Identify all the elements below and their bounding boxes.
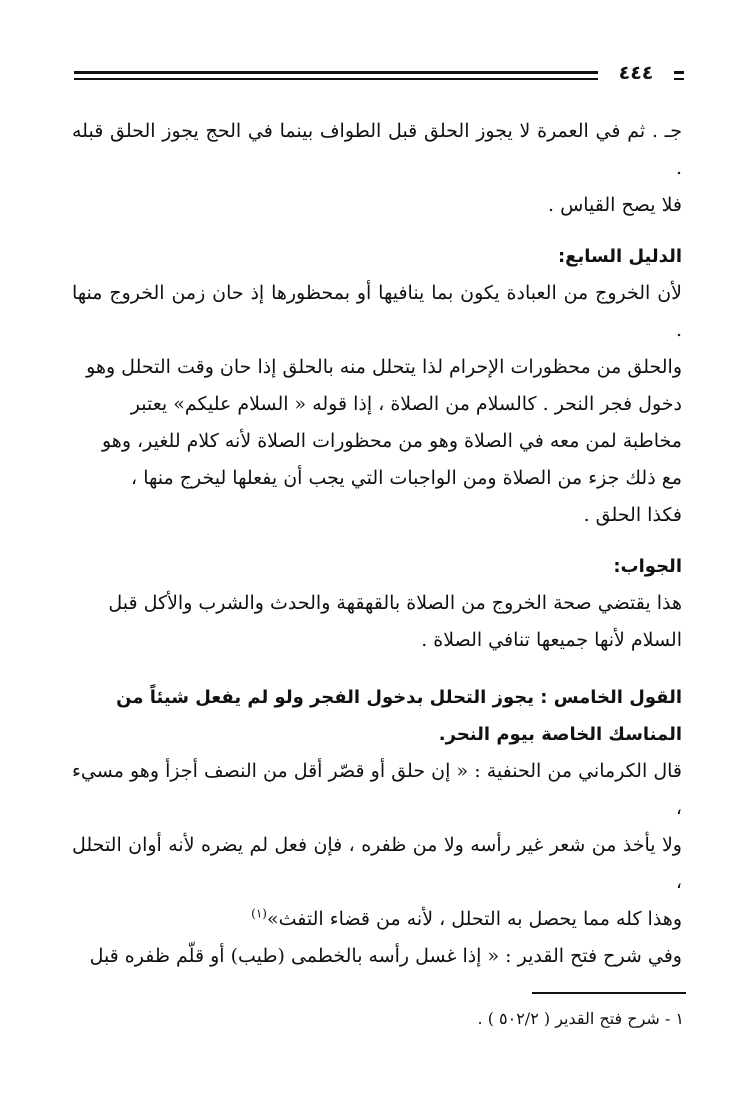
footnote: ١ - شرح فتح القدير ( ٥٠٢/٢ ) . <box>477 1009 684 1028</box>
text-line: وهذا كله مما يحصل به التحلل ، لأنه من قضاء التفث» <box>266 908 682 930</box>
text-line: مخاطبة لمن معه في الصلاة وهو من محظورات الصلاة لأنه كلام للغير، وهو <box>101 430 682 452</box>
text-line: ولا يأخذ من شعر غير رأسه ولا من ظفره ، فإن فعل لم يضره لأنه أوان التحلل ، <box>72 834 682 893</box>
header-rule-top <box>74 71 598 74</box>
page-header <box>74 62 684 88</box>
footnote-separator <box>532 992 686 994</box>
text-line: قال الكرماني من الحنفية : « إن حلق أو قصّر أقل من النصف أجزأ وهو مسيء ، <box>72 760 682 819</box>
text-line: والحلق من محظورات الإحرام لذا يتحلل منه بالحلق إذا حان وقت التحلل وهو <box>86 356 682 378</box>
header-rule-bottom <box>74 78 598 80</box>
page-number: ٤٤٤ <box>618 62 654 84</box>
heading-line: المناسك الخاصة بيوم النحر. <box>438 724 682 745</box>
paragraph-fath-al-qadir <box>72 938 682 975</box>
text-line: مع ذلك جزء من الصلاة ومن الواجبات التي يجب أن يفعلها ليخرج منها ، <box>131 467 682 489</box>
paragraph-kirmani-quote <box>72 753 682 938</box>
text-line: السلام لأنها جميعها تنافي الصلاة . <box>421 629 682 651</box>
text-line: فكذا الحلق . <box>583 504 682 526</box>
paragraph-answer <box>72 585 682 659</box>
text-line: وفي شرح فتح القدير : « إذا غسل رأسه بالخطمى (طيب) أو قلّم ظفره قبل <box>89 945 682 967</box>
text-line: هذا يقتضي صحة الخروج من الصلاة بالقهقهة والحدث والشرب والأكل قبل <box>108 592 682 614</box>
section-heading-fifth-opinion <box>72 679 682 753</box>
paragraph-seventh-evidence <box>72 275 682 534</box>
text-line-with-ref <box>72 901 682 938</box>
paragraph-qiyas <box>72 113 682 224</box>
footnote-reference: (١) <box>251 906 267 921</box>
page-body <box>72 113 682 975</box>
text-line: لأن الخروج من العبادة يكون بما ينافيها أو بمحظورها إذ حان زمن الخروج منها . <box>72 282 682 341</box>
header-rule-top-end <box>674 71 684 74</box>
section-heading-answer: الجواب: <box>613 556 682 577</box>
text-line: دخول فجر النحر . كالسلام من الصلاة ، إذا قوله « السلام عليكم» يعتبر <box>130 393 682 415</box>
section-heading-seventh-evidence: الدليل السابع: <box>557 246 682 267</box>
header-rule-bottom-end <box>674 78 684 80</box>
heading-line: القول الخامس : يجوز التحلل بدخول الفجر ولو لم يفعل شيئاً من <box>116 687 682 708</box>
text-line: جـ . ثم في العمرة لا يجوز الحلق قبل الطواف بينما في الحج يجوز الحلق قبله . <box>72 120 682 179</box>
text-line: فلا يصح القياس . <box>547 194 682 216</box>
